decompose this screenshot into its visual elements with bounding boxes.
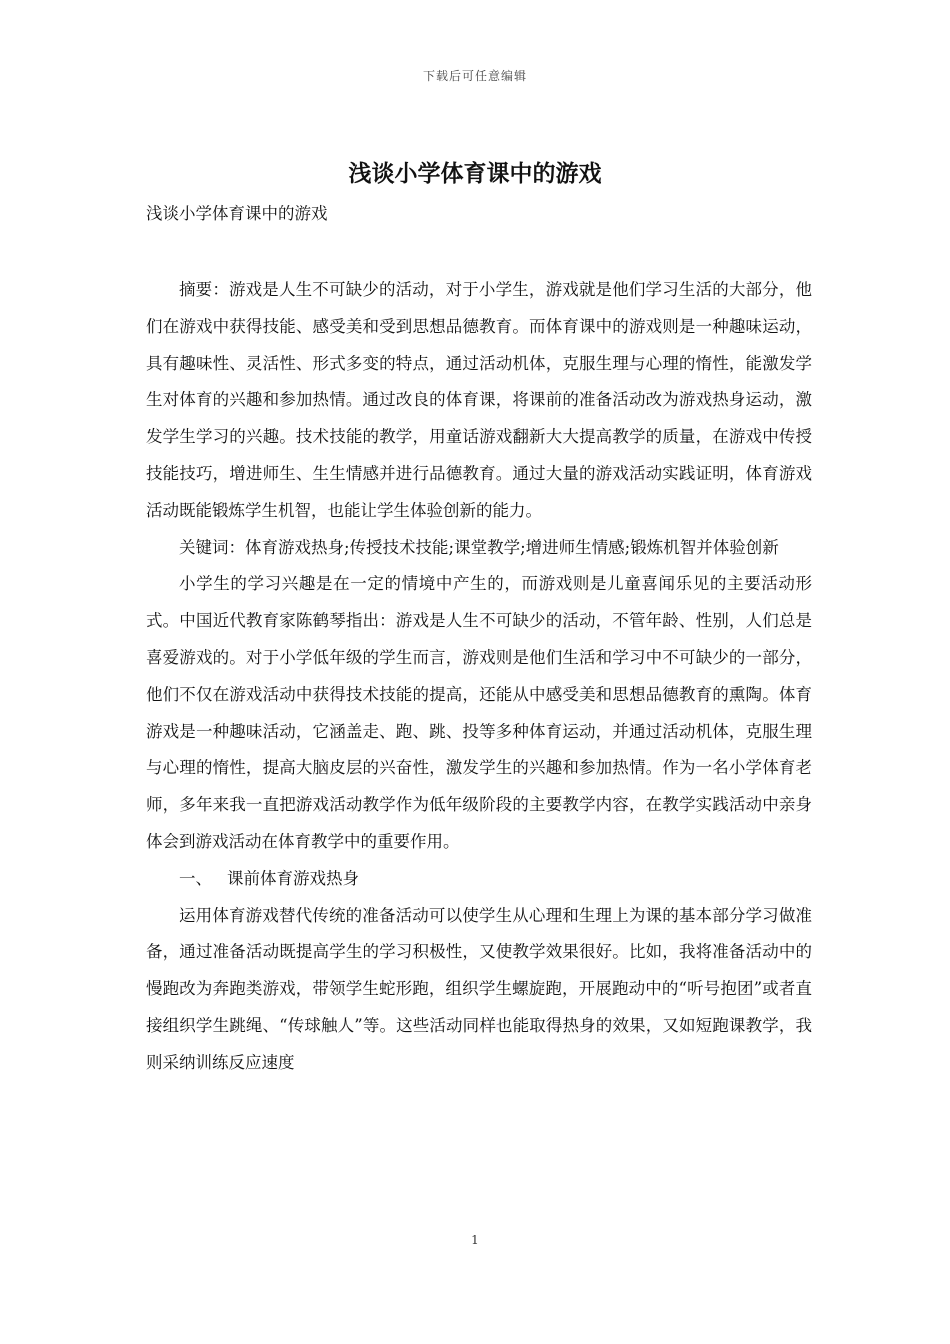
- document-title: 浅谈小学体育课中的游戏: [348, 160, 602, 187]
- section-number: 一、: [179, 868, 212, 888]
- abstract-paragraph: 摘要：游戏是人生不可缺少的活动，对于小学生，游戏就是他们学习生活的大部分，他们在游戏中获得技能、感受美和受到思想品德教育。而体育课中的游戏则是一种趣味运动，具有趣味性、灵活性、形式多变的特点，通过活动机体，克服生理与心理的惰性，能激发学生对体育的兴趣和参加热情。通过改良的体育课，将课前的准备活动改为游戏热身运动，激发学生学习的兴趣。技术技能的教学，用童话游戏翻新大大提高教学的质量，在游戏中传授技能技巧，增进师生、生生情感并进行品德教育。通过大量的游戏活动实践证明，体育游戏活动既能锻炼学生机智，也能让学生体验创新的能力。: [146, 280, 812, 520]
- section-heading: [146, 861, 812, 898]
- keywords-paragraph: 关键词：体育游戏热身;传授技术技能;课堂教学;增进师生情感;锻炼机智并体验创新: [179, 537, 779, 557]
- section-paragraph: 运用体育游戏替代传统的准备活动可以使学生从心理和生理上为课的基本部分学习做准备，通过准备活动既提高学生的学习积极性，又使教学效果很好。比如，我将准备活动中的慢跑改为奔跑类游戏，带领学生蛇形跑，组织学生螺旋跑，开展跑动中的“听号抱团”或者直接组织学生跳绳、“传球触人”等。这些活动同样也能取得热身的效果，又如短跑课教学，我则采纳训练反应速度: [146, 905, 812, 1072]
- page-header-note: 下载后可任意编辑: [422, 69, 527, 83]
- document-subtitle: 浅谈小学体育课中的游戏: [146, 204, 328, 223]
- intro-paragraph: 小学生的学习兴趣是在一定的情境中产生的，而游戏则是儿童喜闻乐见的主要活动形式。中国近代教育家陈鹤琴指出：游戏是人生不可缺少的活动，不管年龄、性别，人们总是喜爱游戏的。对于小学低年级的学生而言，游戏则是他们生活和学习中不可缺少的一部分，他们不仅在游戏活动中获得技术技能的提高，还能从中感受美和思想品德教育的熏陶。体育游戏是一种趣味活动，它涵盖走、跑、跳、投等多种体育运动，并通过活动机体，克服生理与心理的惰性，提高大脑皮层的兴奋性，激发学生的兴趣和参加热情。作为一名小学体育老师，多年来我一直把游戏活动教学作为低年级阶段的主要教学内容，在教学实践活动中亲身体会到游戏活动在体育教学中的重要作用。: [146, 574, 812, 851]
- document-body: [146, 272, 812, 1082]
- section-title: 课前体育游戏热身: [227, 868, 359, 888]
- page-number: 1: [471, 1233, 479, 1247]
